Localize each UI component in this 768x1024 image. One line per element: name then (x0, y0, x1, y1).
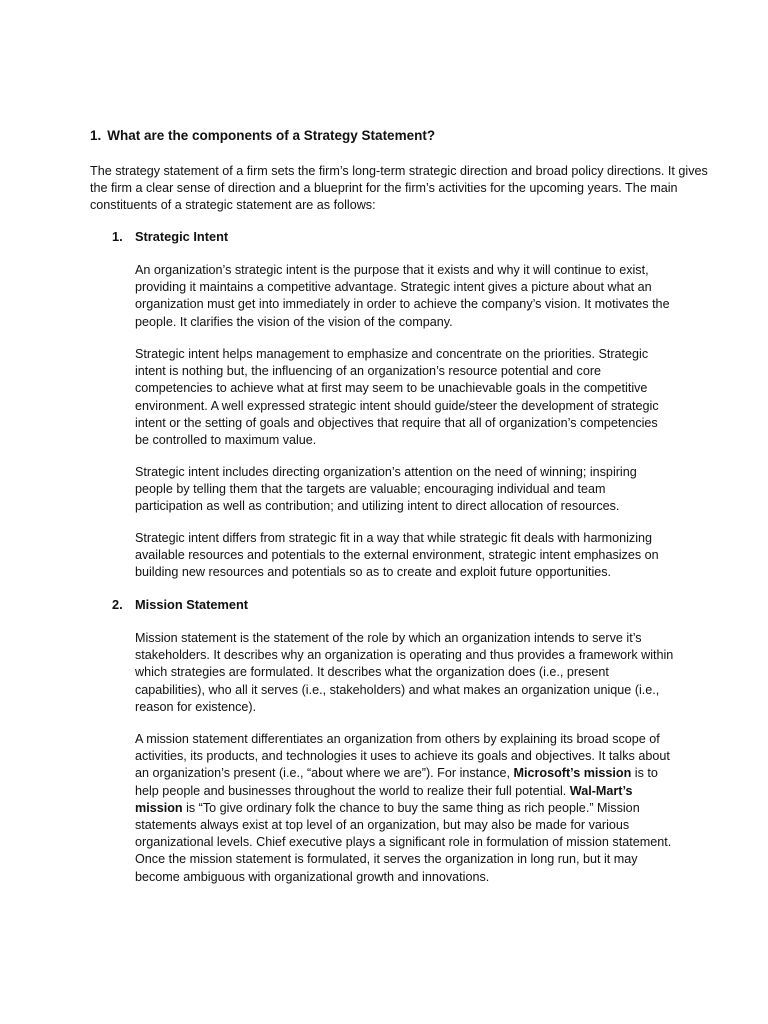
section-number: 2. (112, 597, 123, 612)
intro-paragraph: The strategy statement of a firm sets the firm’s long-term strategic direction and broad policy directions. It gives the firm a clear sense of direction and a blueprint for the firm’s activities for the upcoming years. The main constituents of a strategic statement are as follows: (90, 164, 708, 213)
strategic-intent-paragraph-4: Strategic intent differs from strategic fit in a way that while strategic fit deals with harmonizing available resources and potentials to the external environment, strategic intent emphasizes on building new resources and potentials so as to create and exploit future opportunities. (135, 531, 659, 580)
bold-text-walmart-mission: Wal-Mart’s mission (135, 783, 633, 815)
document-heading (90, 127, 710, 144)
section-number: 1. (112, 229, 123, 244)
bold-text-microsoft-mission: Microsoft’s mission (513, 766, 632, 781)
strategic-intent-paragraph-3: Strategic intent includes directing organization’s attention on the need of winning; inspiring people by telling them that the targets are valuable; encouraging individual and team participation as well as contribution; and utilizing intent to direct allocation of resources. (135, 465, 637, 514)
paragraph-text: A mission statement differentiates an organization from others by explaining its broad scope of activities, its products, and technologies it uses to achieve its goals and objectives. It talks about an organization’s present (i.e., “about where we are”). For instance, (135, 732, 670, 781)
section-title: Strategic Intent (135, 229, 229, 244)
paragraph-text: is “To give ordinary folk the chance to buy the same thing as rich people.” Mission statements always exist at top level of an organization, but may also be made for various organizational levels. Chief executive plays a significant role in formulation of mission statement. Once the mission statement is formulated, it serves the organization in long run, but it may become ambiguous with organizational growth and innovations. (135, 800, 672, 884)
paragraph-text: is to help people and businesses throughout the world to realize their full potential. (135, 766, 658, 798)
heading-title: What are the components of a Strategy Statement? (107, 128, 436, 143)
section-heading-mission-statement (112, 596, 248, 613)
mission-statement-paragraph-2 (135, 731, 675, 886)
mission-statement-paragraph-1: Mission statement is the statement of the role by which an organization intends to serve it’s stakeholders. It describes why an organization is operating and thus provides a framework within which strategies are formulated. It describes what the organization does (i.e., present capabilities), who all it serves (i.e., stakeholders) and what makes an organization unique (i.e., reason for existence). (135, 631, 674, 714)
heading-number: 1. (90, 128, 102, 143)
section-title: Mission Statement (135, 597, 249, 612)
strategic-intent-paragraph-2: Strategic intent helps management to emphasize and concentrate on the priorities. Strategic intent is nothing but, the influencing of an organization’s resource potential and core competencies to achieve what at first may seem to be unachievable goals in the competitive environment. A well expressed strategic intent should guide/steer the development of strategic intent or the setting of goals and objectives that require that all of organization’s competencies be controlled to maximum value. (135, 347, 659, 448)
section-heading-strategic-intent (112, 228, 228, 245)
strategic-intent-paragraph-1: An organization’s strategic intent is the purpose that it exists and why it will continue to exist, providing it maintains a competitive advantage. Strategic intent gives a picture about what an organization must get into immediately in order to achieve the company’s vision. It motivates the people. It clarifies the vision of the vision of the company. (135, 263, 670, 329)
